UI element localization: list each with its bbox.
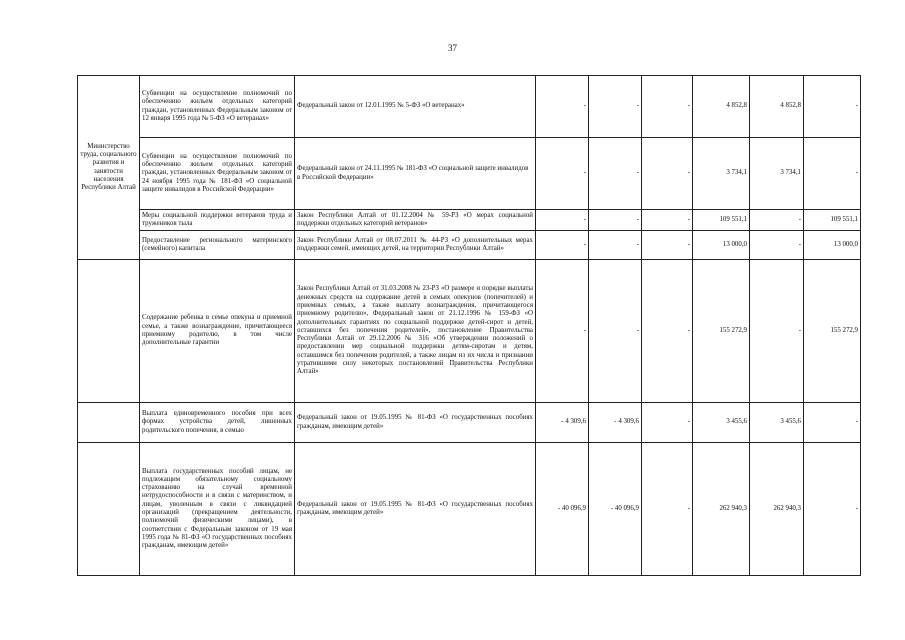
value-cell: 13 000,0 — [804, 231, 861, 260]
value-cell: - — [589, 138, 642, 210]
table-row — [78, 260, 861, 403]
measure-cell: Меры социальной поддержки ветеранов труда и тружеников тыла — [140, 210, 295, 231]
value-cell: - — [589, 231, 642, 260]
empty-cell — [78, 260, 140, 403]
value-cell: - — [536, 210, 589, 231]
measure-cell: Выплата государственных пособий лицам, не подлежащим обязательному социальному страхованию на случай временной нетрудоспособности и в связи с материнством, и лицам, уволенным в связи с ликвидацией организаций (прекращением деятельности, полномочий физическими лицами), в соответствии с Федеральным законом от 19 мая 1995 года № 81-ФЗ «О государственных пособиях гражданам, имеющим детей» — [140, 443, 295, 576]
law-cell: Закон Республики Алтай от 01.12.2004 № 59-РЗ «О мерах социальной поддержки отдельных категорий ветеранов» — [295, 210, 536, 231]
value-cell: 155 272,9 — [693, 260, 750, 403]
value-cell: 4 852,8 — [750, 76, 804, 138]
value-cell: - — [642, 260, 693, 403]
value-cell: - — [750, 210, 804, 231]
measure-cell: Субвенции на осуществление полномочий по обеспечению жильем отдельных категорий граждан, установленных Федеральным законом от 24 ноября 1995 года № 181-ФЗ «О социальной защите инвалидов в Российской Федерации» — [140, 138, 295, 210]
value-cell: - — [642, 443, 693, 576]
value-cell: 13 000,0 — [693, 231, 750, 260]
law-cell: Федеральный закон от 19.05.1995 № 81-ФЗ «О государственных пособиях гражданам, имеющим детей» — [295, 443, 536, 576]
value-cell: - — [642, 231, 693, 260]
value-cell: 262 940,3 — [750, 443, 804, 576]
value-cell: - — [642, 76, 693, 138]
value-cell: - — [642, 138, 693, 210]
value-cell: 109 551,1 — [693, 210, 750, 231]
value-cell: - — [804, 443, 861, 576]
empty-cell — [78, 443, 140, 576]
value-cell: - — [589, 260, 642, 403]
value-cell: - — [536, 138, 589, 210]
value-cell: 155 272,9 — [804, 260, 861, 403]
value-cell: 4 852,8 — [693, 76, 750, 138]
value-cell: - — [536, 76, 589, 138]
measure-cell: Содержание ребенка в семье опекуна и приемной семье, а также вознаграждение, причитающееся приемному родителю, в том числе дополнительные гарантии — [140, 260, 295, 403]
law-cell: Федеральный закон от 24.11.1995 № 181-ФЗ «О социальной защите инвалидов в Российской Федерации» — [295, 138, 536, 210]
value-cell: - 40 096,9 — [536, 443, 589, 576]
value-cell: - — [536, 231, 589, 260]
value-cell: - — [642, 210, 693, 231]
measure-cell: Выплата единовременного пособия при всех формах устройства детей, лишенных родительского попечения, в семью — [140, 403, 295, 443]
page-number: 37 — [448, 43, 457, 53]
table-row — [78, 76, 861, 138]
value-cell: 3 455,6 — [693, 403, 750, 443]
value-cell: - — [589, 210, 642, 231]
value-cell: - 40 096,9 — [589, 443, 642, 576]
law-cell: Федеральный закон от 12.01.1995 № 5-ФЗ «О ветеранах» — [295, 76, 536, 138]
value-cell: - — [642, 403, 693, 443]
value-cell: - 4 309,6 — [536, 403, 589, 443]
value-cell: - — [750, 231, 804, 260]
law-cell: Закон Республики Алтай от 31.03.2008 № 23-РЗ «О размере и порядке выплаты денежных средств на содержание детей в семьях опекунов (попечителей) и приемных семьях, а также выплату вознаграждения, причитающегося приемному родителю», Федеральный закон от 21.12.1996 № 159-ФЗ «О дополнительных гарантиях по социальной поддержке детей-сирот и детей, оставшихся без попечения родителей», постановление Правительства Республики Алтай от 29.12.2006 № 316 «Об утверждении положений о предоставлении мер социальной поддержки детям-сиротам и детям, оставшимся без попечения родителей, а также лицам из их числа и признании утратившими силу некоторых постановлений Правительства Республики Алтай» — [295, 260, 536, 403]
empty-cell — [78, 403, 140, 443]
law-cell: Федеральный закон от 19.05.1995 № 81-ФЗ «О государственных пособиях гражданам, имеющим детей» — [295, 403, 536, 443]
ministry-cell: Министерство труда, социального развития и занятости населения Республики Алтай — [78, 76, 140, 260]
value-cell: - — [804, 138, 861, 210]
table-row — [78, 210, 861, 231]
value-cell: - — [804, 76, 861, 138]
table-row — [78, 403, 861, 443]
table-row — [78, 231, 861, 260]
value-cell: - 4 309,6 — [589, 403, 642, 443]
value-cell: 3 455,6 — [750, 403, 804, 443]
value-cell: - — [536, 260, 589, 403]
value-cell: - — [804, 403, 861, 443]
table-row — [78, 443, 861, 576]
value-cell: - — [589, 76, 642, 138]
value-cell: 109 551,1 — [804, 210, 861, 231]
value-cell: - — [750, 260, 804, 403]
measure-cell: Субвенции на осуществление полномочий по обеспечению жильем отдельных категорий граждан, установленных Федеральным законом от 12 января 1995 года № 5-ФЗ «О ветеранах» — [140, 76, 295, 138]
law-cell: Закон Республики Алтай от 08.07.2011 № 44-РЗ «О дополнительных мерах поддержки семей, имеющих детей, на территории Республики Алтай» — [295, 231, 536, 260]
budget-table — [77, 75, 861, 576]
measure-cell: Предоставление регионального материнского (семейного) капитала — [140, 231, 295, 260]
value-cell: 3 734,1 — [693, 138, 750, 210]
table-row — [78, 138, 861, 210]
value-cell: 262 940,3 — [693, 443, 750, 576]
value-cell: 3 734,1 — [750, 138, 804, 210]
